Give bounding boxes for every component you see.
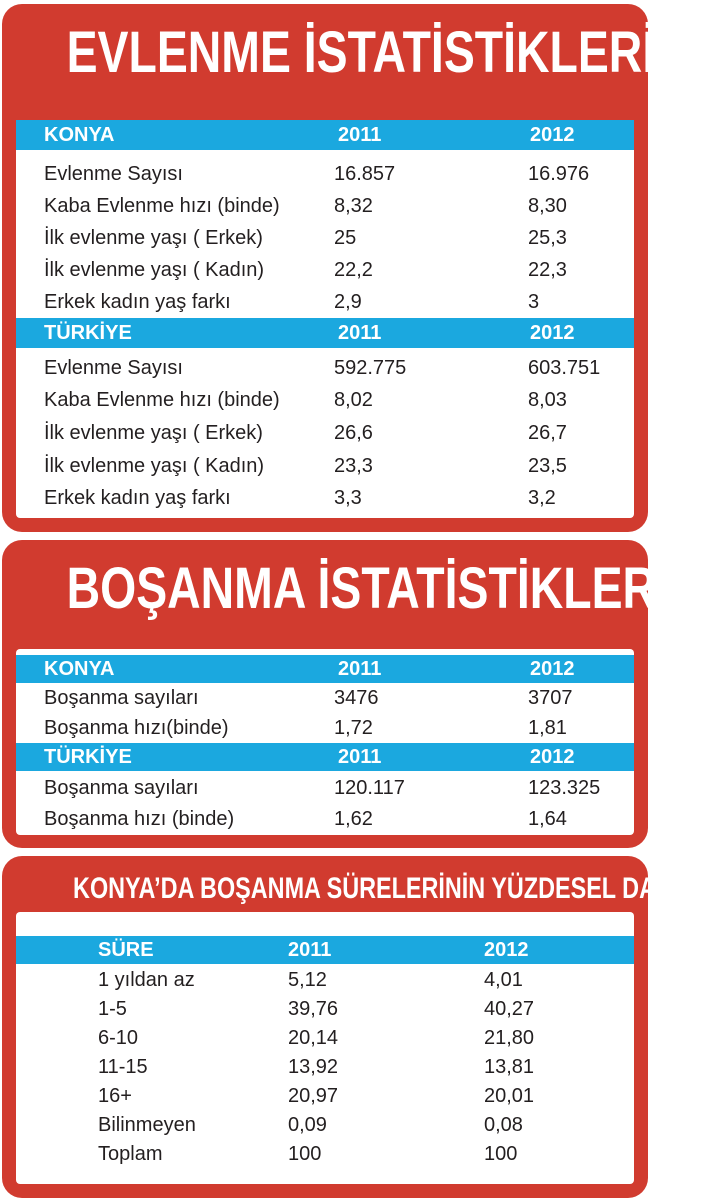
row-value-2011: 3476 bbox=[334, 687, 379, 709]
row-value-2012: 123.325 bbox=[528, 777, 601, 799]
table-row bbox=[16, 1024, 634, 1053]
marriage-stats-title: EVLENME İSTATİSTİKLERİ bbox=[66, 20, 656, 85]
row-value-2012: 100 bbox=[484, 1143, 518, 1165]
row-value-2012: 3707 bbox=[528, 687, 573, 709]
header-year-2012: 2012 bbox=[530, 124, 575, 146]
table-header-turkiye bbox=[16, 318, 634, 348]
row-label: Boşanma hızı (binde) bbox=[44, 808, 235, 830]
table-row bbox=[16, 286, 634, 318]
row-value-2012: 3 bbox=[528, 291, 540, 313]
header-year-2011: 2011 bbox=[338, 658, 382, 680]
divorce-stats-panel bbox=[2, 540, 669, 848]
table-header-duration bbox=[16, 936, 634, 964]
row-label: 1 yıldan az bbox=[98, 969, 195, 991]
table-row bbox=[16, 158, 634, 190]
header-region: KONYA bbox=[44, 658, 115, 680]
row-label: 11-15 bbox=[98, 1056, 148, 1078]
row-value-2011: 39,76 bbox=[288, 998, 339, 1020]
row-value-2011: 26,6 bbox=[334, 422, 373, 444]
row-label: Toplam bbox=[98, 1143, 163, 1165]
row-value-2012: 8,30 bbox=[528, 195, 567, 217]
row-value-2011: 23,3 bbox=[334, 455, 373, 477]
table-row bbox=[16, 1053, 634, 1082]
row-value-2012: 3,2 bbox=[528, 487, 556, 509]
table-row bbox=[16, 683, 634, 713]
row-value-2011: 5,12 bbox=[288, 969, 327, 991]
divorce-duration-panel bbox=[2, 856, 727, 1198]
row-value-2012: 20,01 bbox=[484, 1085, 535, 1107]
row-label: İlk evlenme yaşı ( Erkek) bbox=[44, 227, 263, 249]
row-value-2012: 25,3 bbox=[528, 227, 567, 249]
divorce-duration-title: KONYA’DA BOŞANMA SÜRELERİNİN YÜZDESEL DAĞILIMI bbox=[73, 872, 727, 905]
row-value-2012: 23,5 bbox=[528, 455, 567, 477]
header-year-2012: 2012 bbox=[530, 746, 575, 768]
table-row bbox=[16, 417, 634, 449]
row-value-2012: 603.751 bbox=[528, 357, 601, 379]
divorce-duration-table bbox=[16, 912, 634, 1184]
row-value-2012: 0,08 bbox=[484, 1114, 523, 1136]
table-row bbox=[16, 1140, 634, 1169]
row-value-2011: 20,14 bbox=[288, 1027, 339, 1049]
row-label: 16+ bbox=[98, 1085, 132, 1107]
header-region: TÜRKİYE bbox=[44, 746, 132, 768]
divorce-stats-table bbox=[16, 649, 634, 835]
row-label: 1-5 bbox=[98, 998, 127, 1020]
row-value-2011: 100 bbox=[288, 1143, 322, 1165]
row-value-2012: 1,64 bbox=[528, 808, 567, 830]
row-value-2011: 22,2 bbox=[334, 259, 373, 281]
header-year-2011: 2011 bbox=[338, 322, 382, 344]
table-row bbox=[16, 384, 634, 416]
row-label: Erkek kadın yaş farkı bbox=[44, 291, 231, 313]
row-label: İlk evlenme yaşı ( Kadın) bbox=[44, 455, 265, 477]
marriage-stats-panel bbox=[2, 4, 656, 532]
marriage-stats-table bbox=[16, 120, 634, 518]
row-value-2012: 16.976 bbox=[528, 163, 590, 185]
header-year-2011: 2011 bbox=[288, 939, 332, 961]
table-row bbox=[16, 190, 634, 222]
table-row bbox=[16, 995, 634, 1024]
table-header-konya bbox=[16, 655, 634, 683]
row-value-2011: 592.775 bbox=[334, 357, 407, 379]
table-row bbox=[16, 222, 634, 254]
row-value-2011: 13,92 bbox=[288, 1056, 339, 1078]
divorce-stats-title: BOŞANMA İSTATİSTİKLERİ bbox=[66, 556, 669, 621]
row-value-2011: 0,09 bbox=[288, 1114, 327, 1136]
row-value-2011: 8,02 bbox=[334, 389, 373, 411]
row-label: 6-10 bbox=[98, 1027, 139, 1049]
table-row bbox=[16, 804, 634, 834]
row-value-2012: 1,81 bbox=[528, 717, 567, 739]
table-row bbox=[16, 482, 634, 514]
row-value-2012: 40,27 bbox=[484, 998, 535, 1020]
header-region: KONYA bbox=[44, 124, 115, 146]
table-row bbox=[16, 1082, 634, 1111]
table-row bbox=[16, 1111, 634, 1140]
row-value-2011: 1,62 bbox=[334, 808, 373, 830]
table-header-turkiye bbox=[16, 743, 634, 771]
header-year-2012: 2012 bbox=[530, 322, 575, 344]
table-row bbox=[16, 450, 634, 482]
table-row bbox=[16, 773, 634, 803]
row-value-2012: 13,81 bbox=[484, 1056, 535, 1078]
row-value-2011: 2,9 bbox=[334, 291, 362, 313]
row-label: Erkek kadın yaş farkı bbox=[44, 487, 231, 509]
row-label: İlk evlenme yaşı ( Erkek) bbox=[44, 422, 263, 444]
table-row bbox=[16, 713, 634, 743]
header-region: TÜRKİYE bbox=[44, 322, 132, 344]
row-label: Bilinmeyen bbox=[98, 1114, 196, 1136]
table-row bbox=[16, 966, 634, 995]
row-label: İlk evlenme yaşı ( Kadın) bbox=[44, 259, 265, 281]
row-value-2012: 8,03 bbox=[528, 389, 567, 411]
row-value-2012: 21,80 bbox=[484, 1027, 535, 1049]
table-header-konya bbox=[16, 120, 634, 150]
row-value-2011: 25 bbox=[334, 227, 357, 249]
row-value-2011: 8,32 bbox=[334, 195, 373, 217]
row-value-2011: 1,72 bbox=[334, 717, 373, 739]
table-row bbox=[16, 352, 634, 384]
row-value-2012: 26,7 bbox=[528, 422, 567, 444]
header-duration: SÜRE bbox=[98, 939, 154, 961]
row-label: Boşanma hızı(binde) bbox=[44, 717, 229, 739]
header-year-2012: 2012 bbox=[530, 658, 575, 680]
row-value-2011: 120.117 bbox=[334, 777, 405, 799]
row-label: Kaba Evlenme hızı (binde) bbox=[44, 389, 280, 411]
header-year-2012: 2012 bbox=[484, 939, 529, 961]
row-label: Kaba Evlenme hızı (binde) bbox=[44, 195, 280, 217]
row-label: Boşanma sayıları bbox=[44, 687, 199, 709]
table-row bbox=[16, 254, 634, 286]
row-value-2012: 4,01 bbox=[484, 969, 523, 991]
row-label: Boşanma sayıları bbox=[44, 777, 199, 799]
row-value-2012: 22,3 bbox=[528, 259, 567, 281]
row-value-2011: 20,97 bbox=[288, 1085, 339, 1107]
row-label: Evlenme Sayısı bbox=[44, 357, 183, 379]
row-label: Evlenme Sayısı bbox=[44, 163, 183, 185]
header-year-2011: 2011 bbox=[338, 124, 382, 146]
header-year-2011: 2011 bbox=[338, 746, 382, 768]
row-value-2011: 3,3 bbox=[334, 487, 362, 509]
row-value-2011: 16.857 bbox=[334, 163, 396, 185]
